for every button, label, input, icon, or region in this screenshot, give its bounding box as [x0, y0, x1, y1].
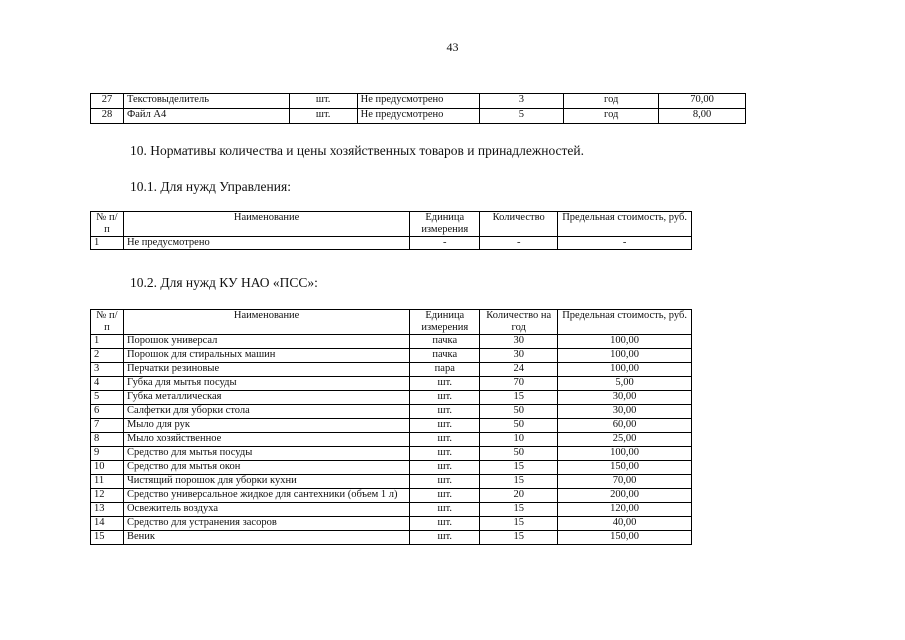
cell-unit: шт. [410, 475, 480, 489]
table-row [91, 237, 692, 250]
header-quantity: Количество на год [480, 310, 558, 335]
cell-quantity: 15 [480, 531, 558, 545]
cell-quantity: 3 [479, 94, 564, 109]
cell-name: Средство для мытья посуды [123, 447, 409, 461]
cell-number: 1 [91, 335, 124, 349]
cell-quantity: 50 [480, 419, 558, 433]
cell-name: Салфетки для уборки стола [123, 405, 409, 419]
cell-unit: - [410, 237, 480, 250]
cell-price: 25,00 [558, 433, 692, 447]
header-quantity: Количество [480, 212, 558, 237]
cell-price: 40,00 [558, 517, 692, 531]
cell-unit: шт. [410, 405, 480, 419]
cell-name: Средство для устранения засоров [123, 517, 409, 531]
cell-norm: Не предусмотрено [357, 109, 479, 124]
cell-price: 100,00 [558, 349, 692, 363]
cell-quantity: 50 [480, 405, 558, 419]
table-row [91, 419, 692, 433]
table-row [91, 531, 692, 545]
cell-price: 60,00 [558, 419, 692, 433]
cell-price: 30,00 [558, 405, 692, 419]
cell-quantity: 30 [480, 349, 558, 363]
cell-quantity: 15 [480, 517, 558, 531]
cell-name: Порошок для стиральных машин [123, 349, 409, 363]
cell-quantity: 70 [480, 377, 558, 391]
cell-number: 3 [91, 363, 124, 377]
table-row [91, 335, 692, 349]
table-row [91, 489, 692, 503]
cell-unit: шт. [410, 433, 480, 447]
cell-unit: шт. [410, 391, 480, 405]
section-10-title: 10. Нормативы количества и цены хозяйственных товаров и принадлежностей. [130, 143, 585, 158]
table-row [91, 447, 692, 461]
cell-name: Файл А4 [123, 109, 289, 124]
cell-number: 9 [91, 447, 124, 461]
cell-name: Текстовыделитель [123, 94, 289, 109]
cell-unit: шт. [289, 94, 357, 109]
table-row [91, 363, 692, 377]
table-row [91, 391, 692, 405]
table-row [91, 94, 746, 109]
cell-price: 30,00 [558, 391, 692, 405]
cell-price: 100,00 [558, 363, 692, 377]
cell-unit: шт. [410, 517, 480, 531]
table-row [91, 349, 692, 363]
table-row [91, 405, 692, 419]
cell-period: год [564, 94, 659, 109]
cell-unit: шт. [410, 503, 480, 517]
cell-name: Мыло для рук [123, 419, 409, 433]
cell-name: Порошок универсал [123, 335, 409, 349]
cell-quantity: 5 [479, 109, 564, 124]
cell-price: 150,00 [558, 461, 692, 475]
table-row [91, 433, 692, 447]
cell-name: Губка металлическая [123, 391, 409, 405]
cell-name: Перчатки резиновые [123, 363, 409, 377]
cell-name: Мыло хозяйственное [123, 433, 409, 447]
cell-number: 10 [91, 461, 124, 475]
cell-unit: шт. [410, 531, 480, 545]
cell-number: 14 [91, 517, 124, 531]
cell-price: - [558, 237, 692, 250]
cell-number: 8 [91, 433, 124, 447]
header-price: Предельная стоимость, руб. [558, 310, 692, 335]
cell-quantity: 15 [480, 503, 558, 517]
cell-number: 5 [91, 391, 124, 405]
cell-number: 28 [91, 109, 124, 124]
header-unit: Единица измерения [410, 310, 480, 335]
cell-period: год [564, 109, 659, 124]
cell-name: Чистящий порошок для уборки кухни [123, 475, 409, 489]
cell-unit: шт. [410, 377, 480, 391]
cell-price: 150,00 [558, 531, 692, 545]
cell-quantity: 10 [480, 433, 558, 447]
cell-quantity: 15 [480, 461, 558, 475]
cell-price: 100,00 [558, 447, 692, 461]
cell-unit: шт. [410, 489, 480, 503]
cell-price: 5,00 [558, 377, 692, 391]
header-number: № п/п [91, 212, 124, 237]
header-unit: Единица измерения [410, 212, 480, 237]
section-10-1-title: 10.1. Для нужд Управления: [130, 179, 291, 194]
cell-unit: шт. [410, 447, 480, 461]
table-management-needs [90, 211, 692, 250]
table-row [91, 475, 692, 489]
cell-name: Губка для мытья посуды [123, 377, 409, 391]
cell-quantity: 15 [480, 391, 558, 405]
cell-unit: пачка [410, 349, 480, 363]
cell-unit: пачка [410, 335, 480, 349]
cell-number: 13 [91, 503, 124, 517]
cell-quantity: 30 [480, 335, 558, 349]
cell-price: 100,00 [558, 335, 692, 349]
table-row [91, 461, 692, 475]
header-name: Наименование [123, 212, 409, 237]
cell-number: 1 [91, 237, 124, 250]
cell-name: Не предусмотрено [123, 237, 409, 250]
cell-price: 120,00 [558, 503, 692, 517]
cell-number: 15 [91, 531, 124, 545]
cell-quantity: 20 [480, 489, 558, 503]
cell-unit: шт. [289, 109, 357, 124]
cell-price: 200,00 [558, 489, 692, 503]
cell-number: 6 [91, 405, 124, 419]
cell-unit: шт. [410, 419, 480, 433]
cell-norm: Не предусмотрено [357, 94, 479, 109]
table-row [91, 377, 692, 391]
cell-number: 11 [91, 475, 124, 489]
cell-number: 4 [91, 377, 124, 391]
cell-price: 70,00 [558, 475, 692, 489]
cell-name: Освежитель воздуха [123, 503, 409, 517]
cell-number: 2 [91, 349, 124, 363]
cell-quantity: 50 [480, 447, 558, 461]
table-row [91, 109, 746, 124]
cell-name: Средство универсальное жидкое для сантехники (объем 1 л) [123, 489, 409, 503]
cell-name: Веник [123, 531, 409, 545]
cell-number: 7 [91, 419, 124, 433]
cell-quantity: - [480, 237, 558, 250]
table-pss-needs [90, 309, 692, 545]
cell-price: 70,00 [659, 94, 746, 109]
header-name: Наименование [123, 310, 409, 335]
cell-unit: пара [410, 363, 480, 377]
cell-number: 27 [91, 94, 124, 109]
cell-quantity: 24 [480, 363, 558, 377]
table-row [91, 503, 692, 517]
cell-unit: шт. [410, 461, 480, 475]
cell-quantity: 15 [480, 475, 558, 489]
section-10-2-title: 10.2. Для нужд КУ НАО «ПСС»: [130, 275, 318, 290]
table-row [91, 517, 692, 531]
cell-name: Средство для мытья окон [123, 461, 409, 475]
header-price: Предельная стоимость, руб. [558, 212, 692, 237]
table-office-supplies-continued [90, 93, 746, 124]
header-number: № п/п [91, 310, 124, 335]
page-number: 43 [446, 40, 459, 54]
cell-price: 8,00 [659, 109, 746, 124]
cell-number: 12 [91, 489, 124, 503]
